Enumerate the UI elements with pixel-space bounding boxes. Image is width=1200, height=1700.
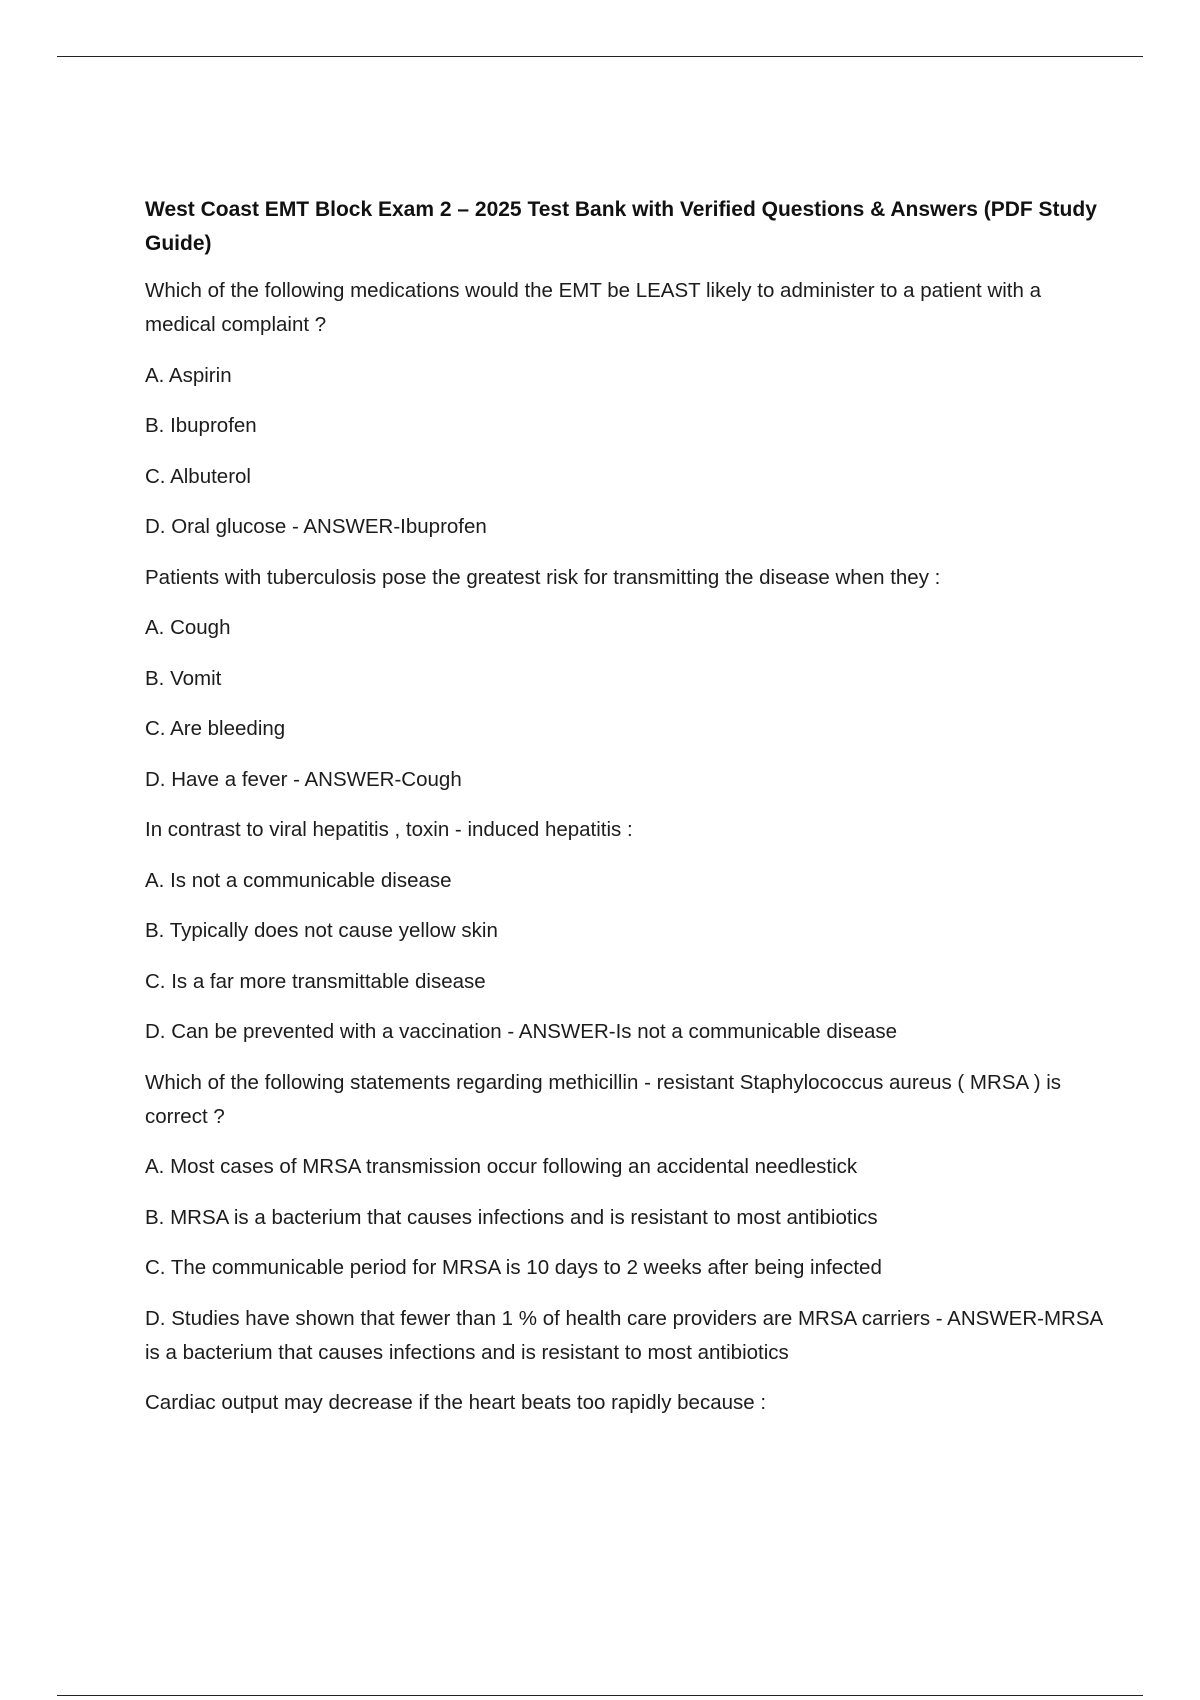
question-4-option-d-answer: D. Studies have shown that fewer than 1 % of health care providers are MRSA carriers - ANSWER-MRSA is a bacterium that causes infections and is resistant to most antibiotics xyxy=(145,1306,1103,1364)
question-2-option-d-answer: D. Have a fever - ANSWER-Cough xyxy=(145,767,462,791)
question-4-option-c: C. The communicable period for MRSA is 10 days to 2 weeks after being infected xyxy=(145,1256,882,1279)
question-3-option-c: C. Is a far more transmittable disease xyxy=(145,969,486,993)
question-1-option-c: C. Albuterol xyxy=(145,464,251,488)
question-1-option-d-answer: D. Oral glucose - ANSWER-Ibuprofen xyxy=(145,515,487,538)
top-rule xyxy=(57,56,1143,57)
question-3-option-a: A. Is not a communicable disease xyxy=(145,868,452,892)
question-3-option-b: B. Typically does not cause yellow skin xyxy=(145,919,498,942)
question-1-option-b: B. Ibuprofen xyxy=(145,414,257,437)
question-2-option-a: A. Cough xyxy=(145,616,231,639)
question-2-option-c: C. Are bleeding xyxy=(145,717,286,740)
question-4: Which of the following statements regarding methicillin - resistant Staphylococcus aureus ( MRSA ) is correct ? xyxy=(145,1070,1062,1128)
bottom-rule xyxy=(57,1695,1143,1696)
question-1-option-a: A. Aspirin xyxy=(145,363,232,387)
question-2-option-b: B. Vomit xyxy=(145,666,222,690)
document-title: West Coast EMT Block Exam 2 – 2025 Test Bank with Verified Questions & Answers (PDF Study Guide) xyxy=(145,198,1097,255)
document-body xyxy=(145,193,1105,1437)
question-4-option-b: B. MRSA is a bacterium that causes infections and is resistant to most antibiotics xyxy=(145,1205,878,1229)
question-2: Patients with tuberculosis pose the greatest risk for transmitting the disease when they : xyxy=(145,565,941,589)
question-1: Which of the following medications would the EMT be LEAST likely to administer to a patient with a medical complaint ? xyxy=(145,279,1041,336)
question-3: In contrast to viral hepatitis , toxin - induced hepatitis : xyxy=(145,818,633,841)
question-5: Cardiac output may decrease if the heart beats too rapidly because : xyxy=(145,1391,767,1414)
question-3-option-d-answer: D. Can be prevented with a vaccination - ANSWER-Is not a communicable disease xyxy=(145,1020,898,1043)
question-4-option-a: A. Most cases of MRSA transmission occur following an accidental needlestick xyxy=(145,1155,858,1178)
